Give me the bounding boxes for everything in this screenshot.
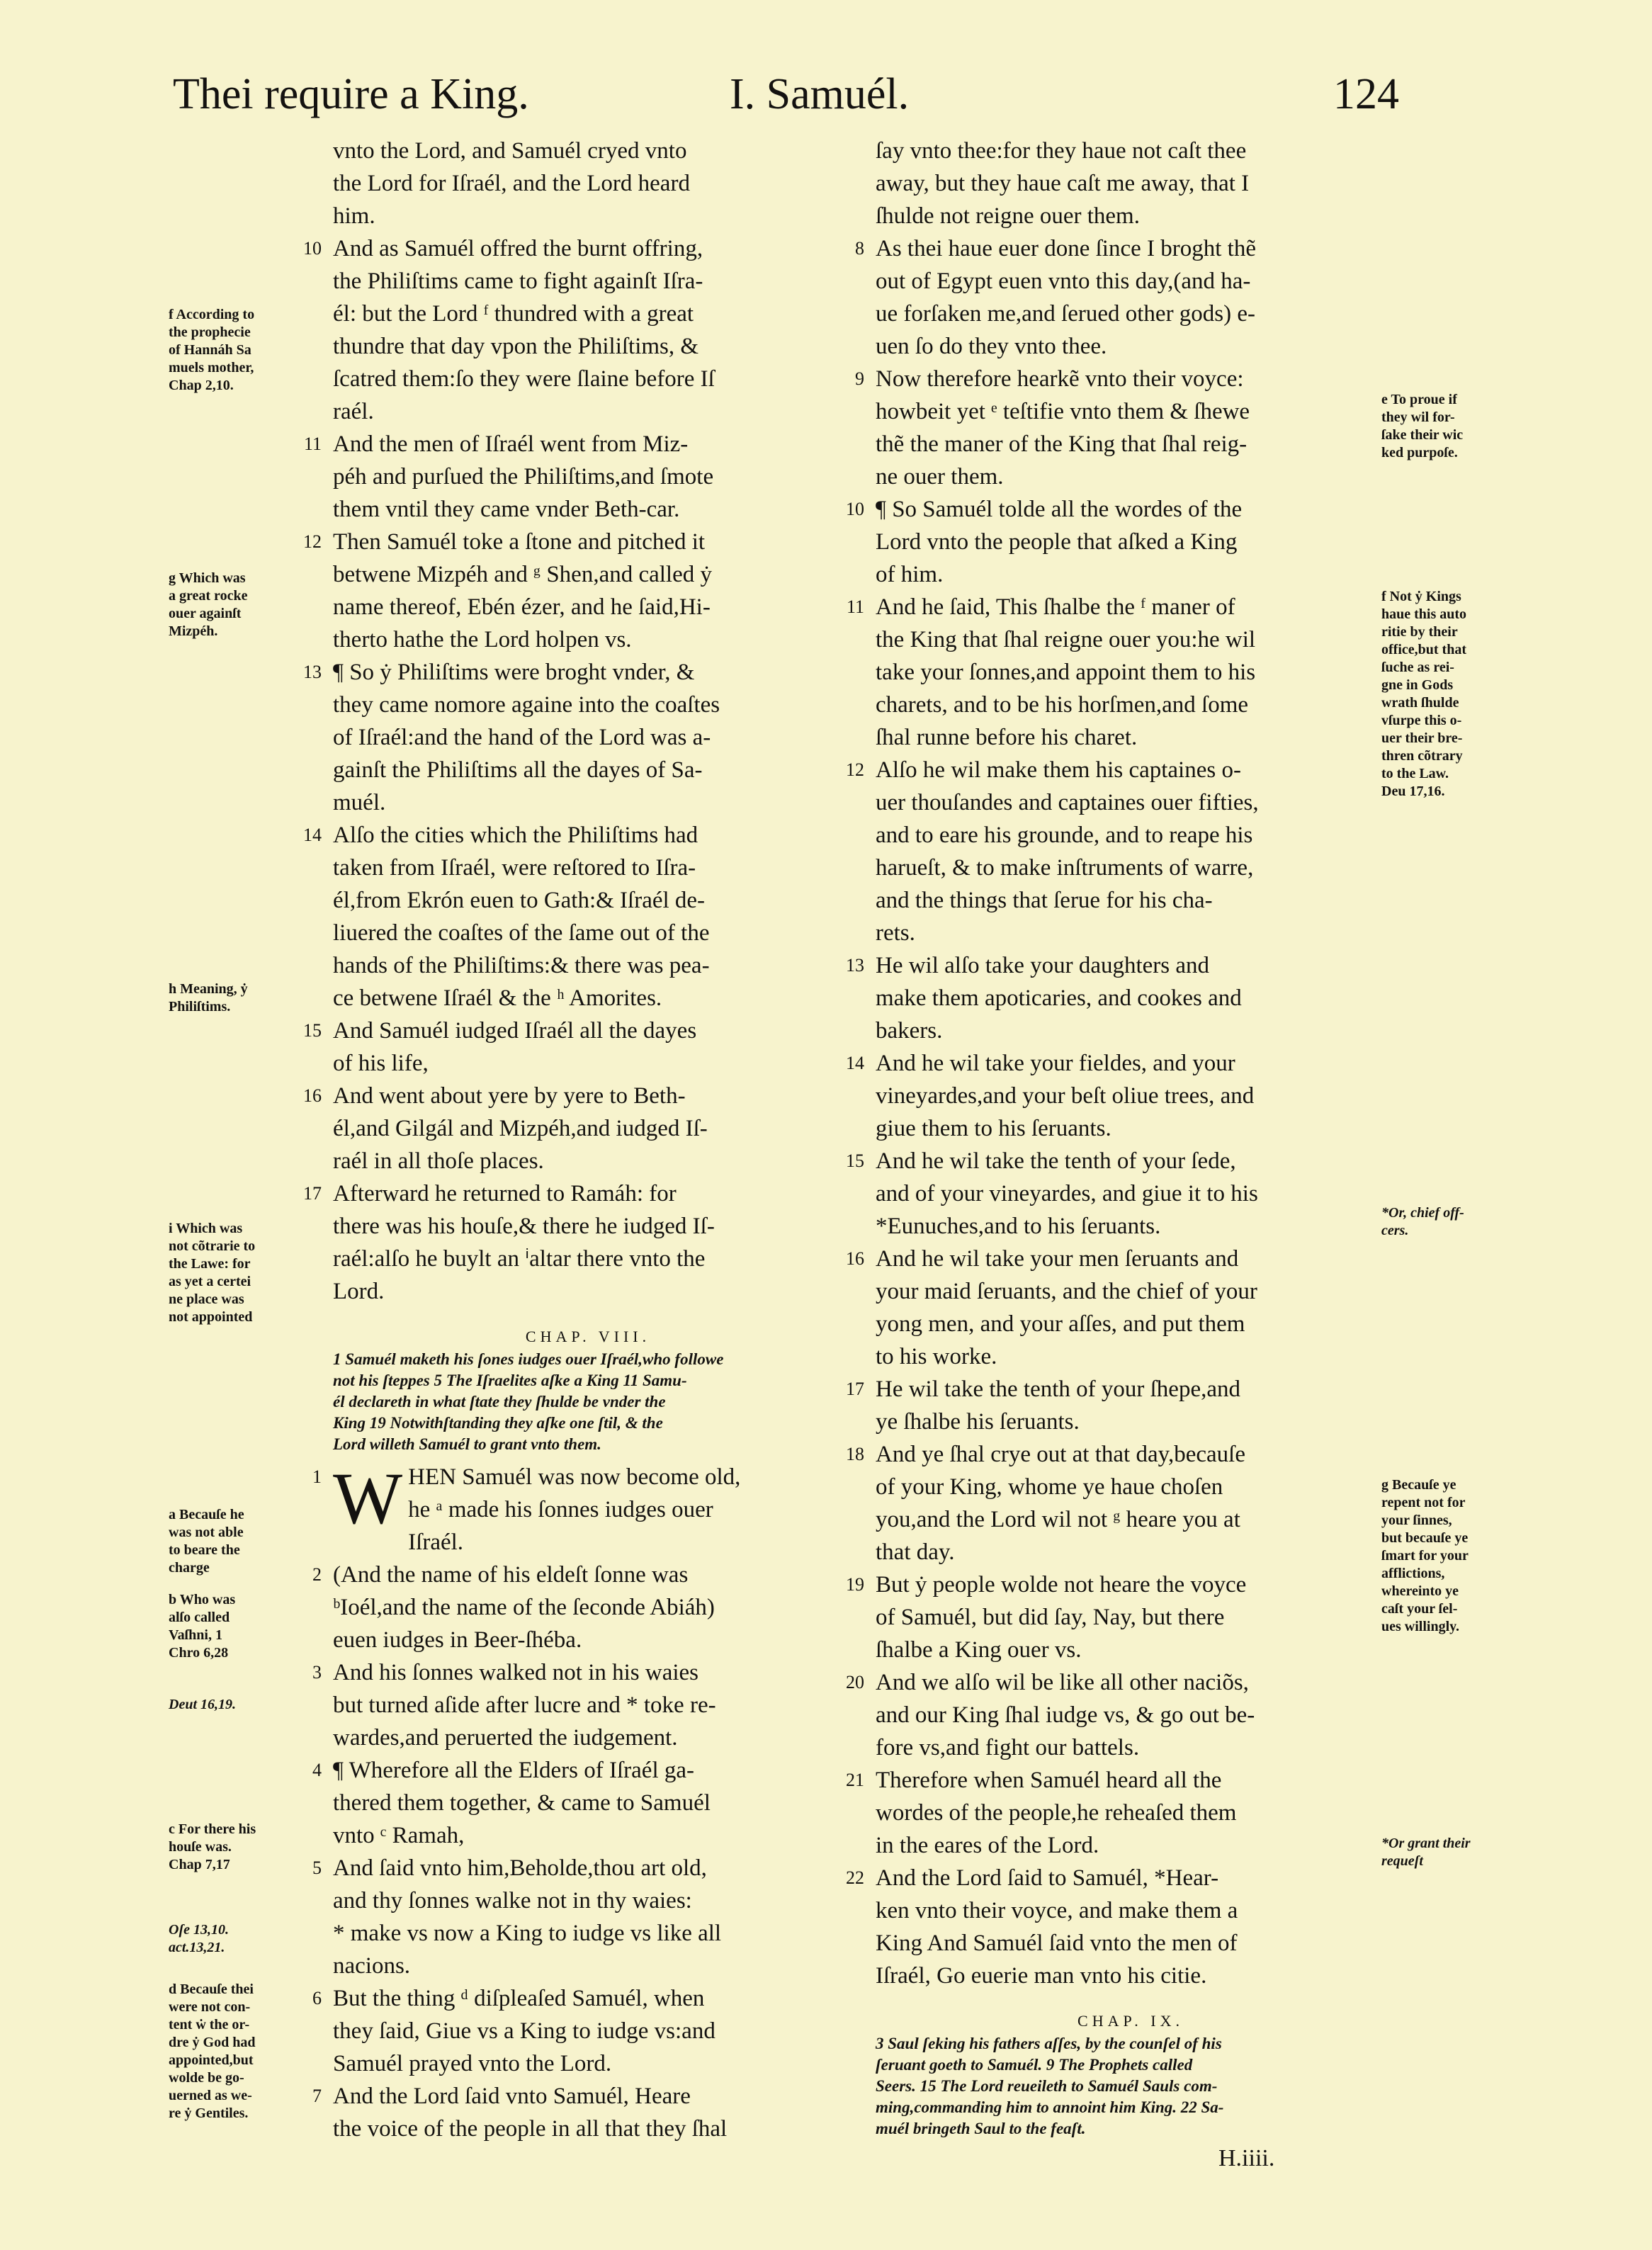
verse-text: gainſt the Philiſtims all the dayes of Sa- [333, 757, 703, 783]
verse-text: of Iſraél:and the hand of the Lord was a- [333, 725, 711, 750]
verse-text: raél. [333, 399, 374, 424]
chapter-8-lines [312, 1526, 843, 2145]
verse-line [846, 1764, 1386, 1797]
verse-number: 16 [846, 1248, 864, 1269]
verse-number: 19 [846, 1574, 864, 1595]
verse-line [876, 1829, 1386, 1862]
verse-text: And ſaid vnto him,Beholde,thou art old, [333, 1855, 707, 1881]
verse-line [846, 591, 1386, 623]
verse-text: and our King ſhal iudge vs, & go out be- [876, 1702, 1255, 1728]
verse-text: And the men of Iſraél went from Miz- [333, 431, 689, 457]
verse-text: of his life, [333, 1051, 429, 1076]
verse-line [846, 493, 1386, 526]
verse-number: 12 [303, 531, 322, 552]
verse-line [333, 2047, 843, 2080]
chapter-8-heading: CHAP. VIII. [525, 1328, 651, 1345]
verse-line [303, 819, 843, 852]
verse-number: 16 [303, 1085, 322, 1106]
verse-number: 14 [303, 825, 322, 845]
verse-line [876, 1471, 1386, 1503]
verse-text: And he wil take the tenth of your ſede, [876, 1148, 1236, 1174]
verse-line [333, 2113, 843, 2145]
verse-number: 22 [846, 1867, 864, 1888]
verse-line [876, 1699, 1386, 1731]
verse-text: And he wil take your fieldes, and your [876, 1051, 1235, 1076]
verse-text: and of your vineyardes, and giue it to his [876, 1181, 1258, 1206]
chapter-8-first-lines [312, 1461, 843, 1526]
verse-line [333, 1493, 843, 1526]
verse-line [846, 1666, 1386, 1699]
verse-line [876, 656, 1386, 689]
verse-line [846, 1862, 1386, 1894]
chapter-summary-line: ſeruant goeth to Samuél. 9 The Prophets called [876, 2056, 1193, 2074]
verse-line [876, 200, 1386, 232]
verse-text: But the thing ᵈ diſpleaſed Samuél, when [333, 1986, 705, 2011]
verse-text: him. [333, 203, 375, 229]
verse-text: name thereof, Ebén ézer, and he ſaid,Hi- [333, 594, 711, 620]
verse-text: raél:alſo he buylt an ⁱaltar there vnto the [333, 1246, 706, 1272]
verse-line [312, 1559, 843, 1591]
verse-line [303, 232, 843, 265]
verse-number: 3 [312, 1662, 322, 1683]
left-column-lines [303, 135, 843, 1308]
verse-text: to his worke. [876, 1344, 997, 1369]
signature-mark: H.iiii. [1218, 2145, 1275, 2171]
verse-text: Afterward he returned to Ramáh: for [333, 1181, 677, 1206]
verse-line [876, 1112, 1386, 1145]
verse-number: 5 [312, 1858, 322, 1878]
verse-text: Then Samuél toke a ſtone and pitched it [333, 529, 706, 555]
verse-number: 18 [846, 1444, 864, 1464]
verse-number: 2 [312, 1564, 322, 1585]
verse-text: As thei haue euer done ſince I broght thẽ [876, 236, 1256, 261]
verse-line [876, 1308, 1386, 1340]
verse-line [876, 1406, 1386, 1438]
chapter-summary-line: ming,commanding him to annoint him King. 22 Sa- [876, 2098, 1224, 2116]
verse-text: HEN Samuél was now become old, [408, 1464, 741, 1490]
verse-text: vnto the Lord, and Samuél cryed vnto [333, 138, 687, 164]
verse-text: yong men, and your aſſes, and put them [876, 1311, 1245, 1337]
verse-line [312, 1852, 843, 1884]
verse-text: ᵇIoél,and the name of the ſeconde Abiáh) [333, 1595, 715, 1620]
verse-line [876, 1894, 1386, 1927]
chapter-summary-line: muél bringeth Saul to the feaſt. [876, 2120, 1086, 2137]
verse-line [333, 1047, 843, 1080]
verse-line [312, 2080, 843, 2113]
verse-line [846, 1243, 1386, 1275]
verse-text: Lord. [333, 1279, 385, 1304]
verse-number: 10 [303, 238, 322, 259]
verse-number: 20 [846, 1672, 864, 1692]
verse-line [876, 884, 1386, 917]
verse-number: 8 [855, 238, 864, 259]
verse-line [876, 852, 1386, 884]
chapter-summary-line: not his ſteppes 5 The Iſraelites aſke a King 11 Samu- [333, 1372, 687, 1389]
drop-cap: W [333, 1458, 403, 1539]
verse-text: take your ſonnes,and appoint them to his [876, 660, 1256, 685]
verse-text: ſhalbe a King ouer vs. [876, 1637, 1082, 1663]
verse-text: ne ouer them. [876, 464, 1004, 490]
verse-line [312, 1656, 843, 1689]
verse-line [876, 689, 1386, 721]
left-note-f: f According to the prophecie of Hannáh Sa muels mother, Chap 2,10. [169, 307, 255, 393]
verse-text: away, but they haue caſt me away, that I [876, 171, 1250, 196]
verse-line [876, 1275, 1386, 1308]
verse-line [876, 721, 1386, 754]
verse-text: ſhulde not reigne ouer them. [876, 203, 1140, 229]
verse-text: And ye ſhal crye out at that day,becauſe [876, 1442, 1245, 1467]
verse-text: ¶ So ẏ Philiſtims were broght vnder, & [333, 660, 695, 685]
verse-line [846, 1568, 1386, 1601]
chapter-summary-line: Lord willeth Samuél to grant vnto them. [333, 1435, 601, 1453]
verse-number: 6 [312, 1988, 322, 2008]
verse-number: 13 [303, 662, 322, 682]
verse-number: 12 [846, 759, 864, 780]
verse-text: Samuél prayed vnto the Lord. [333, 2051, 612, 2076]
verse-line [876, 1960, 1386, 1992]
verse-text: wordes of the people,he reheaſed them [876, 1800, 1237, 1826]
verse-text: uer thouſandes and captaines ouer fifties, [876, 790, 1259, 815]
verse-text: nacions. [333, 1953, 411, 1979]
chapter-summary-line: él declareth in what ſtate they ſhulde be vnder the [333, 1393, 666, 1411]
verse-text: harueſt, & to make inſtruments of warre, [876, 855, 1254, 881]
verse-text: of your King, whome ye haue choſen [876, 1474, 1223, 1500]
verse-line [333, 558, 843, 591]
verse-text: and thy ſonnes walke not in thy waies: [333, 1888, 692, 1913]
verse-text: you,and the Lord wil not ᵍ heare you at [876, 1507, 1240, 1532]
verse-text: out of Egypt euen vnto this day,(and ha- [876, 268, 1251, 294]
verse-line [333, 167, 843, 200]
verse-line [333, 1787, 843, 1819]
verse-line [333, 1210, 843, 1243]
verse-line [846, 1047, 1386, 1080]
verse-line [333, 1275, 843, 1308]
verse-line [846, 1438, 1386, 1471]
verse-text: he ᵃ made his ſonnes iudges ouer [408, 1497, 713, 1522]
verse-line [333, 265, 843, 298]
verse-text: él,and Gilgál and Mizpéh,and iudged Iſ- [333, 1116, 708, 1141]
verse-line [876, 623, 1386, 656]
verse-line [303, 428, 843, 460]
verse-line [333, 852, 843, 884]
verse-line [876, 395, 1386, 428]
left-note-i: i Which was not cõtrarie to the Lawe: for as yet a certei ne place was not appointed [169, 1221, 256, 1325]
verse-text: thẽ the maner of the King that ſhal reig- [876, 431, 1248, 457]
verse-line [876, 1080, 1386, 1112]
verse-line [876, 1601, 1386, 1634]
verse-line [846, 1145, 1386, 1177]
chapter-summary-line: 1 Samuél maketh his ſones iudges ouer Iſraél,who followe [333, 1350, 724, 1368]
verse-text: hands of the Philiſtims:& there was pea- [333, 953, 710, 978]
chapter-summary-line: King 19 Notwithſtanding they aſke one ſtil, & the [333, 1414, 663, 1432]
left-note-d: d Becauſe thei were not con- tent ẇ the or- dre ẏ God had appointed,but wolde be go- uerned as we- re ẏ Gentiles. [169, 1982, 256, 2121]
verse-text: them vntil they came vnder Beth-car. [333, 497, 680, 522]
verse-number: 17 [303, 1183, 322, 1204]
left-note-a: a Becauſe he was not able to beare the charge [169, 1507, 244, 1576]
verse-text: He wil take the tenth of your ſhepe,and [876, 1376, 1240, 1402]
verse-text: that day. [876, 1539, 955, 1565]
verse-text: Alſo the cities which the Philiſtims had [333, 822, 698, 848]
verse-text: make them apoticaries, and cookes and [876, 985, 1242, 1011]
verse-line [333, 330, 843, 363]
verse-line [876, 819, 1386, 852]
verse-line [876, 1340, 1386, 1373]
running-title: Thei require a King. [173, 70, 529, 118]
verse-line [333, 982, 843, 1014]
verse-text: but turned aſide after lucre and * toke re- [333, 1692, 716, 1718]
verse-line [333, 623, 843, 656]
verse-line [876, 298, 1386, 330]
verse-line [333, 1243, 843, 1275]
verse-line [333, 786, 843, 819]
chapter-9-heading: CHAP. IX. [1077, 2012, 1184, 2030]
verse-line [876, 1503, 1386, 1536]
verse-line [333, 1950, 843, 1982]
verse-line [876, 265, 1386, 298]
verse-number: 17 [846, 1379, 864, 1399]
verse-text: the Philiſtims came to fight againſt Iſra- [333, 268, 703, 294]
left-note-ose: Oſe 13,10. act.13,21. [169, 1922, 229, 1955]
right-note-or-grant: *Or grant their requeſt [1381, 1836, 1471, 1869]
verse-line [333, 363, 843, 395]
verse-text: ken vnto their voyce, and make them a [876, 1898, 1238, 1923]
verse-text: thundre that day vpon the Philiſtims, & [333, 334, 699, 359]
verse-number: 11 [303, 434, 322, 454]
chapter-summary-line: Seers. 15 The Lord reueileth to Samuél Sauls com- [876, 2077, 1218, 2095]
verse-line [333, 1917, 843, 1950]
verse-line [876, 982, 1386, 1014]
verse-text: raél in all thoſe places. [333, 1148, 544, 1174]
verse-number: 21 [846, 1770, 864, 1790]
verse-number: 4 [312, 1760, 322, 1780]
verse-text: Iſraél, Go euerie man vnto his citie. [876, 1963, 1207, 1989]
verse-text: He wil alſo take your daughters and [876, 953, 1210, 978]
verse-text: of him. [876, 562, 944, 587]
verse-line [333, 1819, 843, 1852]
verse-line [333, 1112, 843, 1145]
verse-line [312, 1461, 843, 1493]
left-note-c: c For there his houſe was. Chap 7,17 [169, 1821, 256, 1872]
verse-text: wardes,and peruerted the iudgement. [333, 1725, 678, 1751]
right-column-lines [846, 135, 1386, 1992]
verse-text: And he wil take your men ſeruants and [876, 1246, 1239, 1272]
right-note-or-officers: *Or, chief off- cers. [1381, 1205, 1464, 1238]
chapter-9-summary [876, 2033, 1386, 2139]
verse-number: 14 [846, 1053, 864, 1073]
verse-text: ¶ So Samuél tolde all the wordes of the [876, 497, 1243, 522]
verse-line [333, 200, 843, 232]
verse-text: And Samuél iudged Iſraél all the dayes [333, 1018, 697, 1044]
verse-text: ue forſaken me,and ſerued other gods) e- [876, 301, 1256, 327]
verse-line [876, 135, 1386, 167]
verse-line [876, 460, 1386, 493]
verse-text: and to eare his grounde, and to reape his [876, 822, 1253, 848]
verse-text: Lord vnto the people that aſked a King [876, 529, 1238, 555]
verse-number: 1 [312, 1466, 322, 1487]
verse-number: 13 [846, 955, 864, 976]
verse-line [876, 1797, 1386, 1829]
verse-line [303, 1014, 843, 1047]
verse-line [333, 1145, 843, 1177]
verse-text: the voice of the people in all that they ſhal [333, 2116, 728, 2142]
verse-number: 15 [303, 1020, 322, 1041]
verse-text: betwene Mizpéh and ᵍ Shen,and called ẏ [333, 562, 712, 587]
verse-line [333, 135, 843, 167]
left-note-g: g Which was a great rocke ouer againſt Mizpéh. [169, 570, 248, 639]
verse-text: ſhal runne before his charet. [876, 725, 1138, 750]
verse-number: 15 [846, 1151, 864, 1171]
verse-line [876, 1927, 1386, 1960]
verse-line [876, 526, 1386, 558]
verse-text: ¶ Wherefore all the Elders of Iſraél ga- [333, 1758, 695, 1783]
verse-text: *Eunuches,and to his ſeruants. [876, 1214, 1161, 1239]
verse-text: therto hathe the Lord holpen vs. [333, 627, 632, 652]
verse-text: fore vs,and fight our battels. [876, 1735, 1140, 1760]
verse-line [333, 689, 843, 721]
verse-text: And as Samuél offred the burnt offring, [333, 236, 703, 261]
left-column [303, 135, 843, 2145]
verse-line [333, 591, 843, 623]
verse-text: And we alſo wil be like all other naciõs, [876, 1670, 1249, 1695]
verse-text: giue them to his ſeruants. [876, 1116, 1111, 1141]
verse-number: 11 [846, 597, 864, 617]
verse-text: in the eares of the Lord. [876, 1833, 1099, 1858]
verse-text: vineyardes,and your beſt oliue trees, and [876, 1083, 1255, 1109]
verse-text: ſcatred them:ſo they were ſlaine before Iſ [333, 366, 715, 392]
verse-line [333, 1722, 843, 1754]
verse-text: rets. [876, 920, 915, 946]
verse-line [333, 460, 843, 493]
verse-line [846, 754, 1386, 786]
verse-line [333, 1591, 843, 1624]
verse-line [876, 330, 1386, 363]
verse-text: vnto ᶜ Ramah, [333, 1823, 465, 1848]
verse-line [876, 428, 1386, 460]
verse-number: 7 [312, 2086, 322, 2106]
chapter-8-summary [333, 1349, 843, 1455]
verse-text: muél. [333, 790, 386, 815]
verse-text: And his ſonnes walked not in his waies [333, 1660, 699, 1685]
verse-text: the Lord for Iſraél, and the Lord heard [333, 171, 690, 196]
verse-text: thered them together, & came to Samuél [333, 1790, 711, 1816]
right-column [846, 135, 1386, 2139]
verse-line [876, 1210, 1386, 1243]
verse-text: él,from Ekrón euen to Gath:& Iſraél de- [333, 888, 706, 913]
verse-text: ye ſhalbe his ſeruants. [876, 1409, 1080, 1435]
chapter-8-opening [312, 1458, 843, 1539]
right-note-f: f Not ẏ Kings haue this auto ritie by their office,but that ſuche as rei- gne in Gods wrath ſhulde vſurpe this o- uer their bre- thren cõtrary to the Law. Deu 17,16. [1381, 589, 1467, 799]
verse-line [876, 167, 1386, 200]
verse-text: liuered the coaſtes of the ſame out of the [333, 920, 710, 946]
verse-line [333, 395, 843, 428]
right-note-g: g Becauſe ye repent not for your ſinnes, but becauſe ye ſmart for your afflictions, whereinto ye caſt your ſel- ues willingly. [1381, 1477, 1469, 1634]
verse-text: But ẏ people wolde not heare the voyce [876, 1572, 1247, 1598]
verse-text: bakers. [876, 1018, 943, 1044]
verse-line [855, 232, 1386, 265]
verse-line [303, 1080, 843, 1112]
verse-line [333, 884, 843, 917]
verse-line [333, 2015, 843, 2047]
verse-text: Iſraél. [408, 1530, 464, 1555]
verse-line [303, 526, 843, 558]
verse-text: ſay vnto thee:for they haue not caſt thee [876, 138, 1247, 164]
verse-text: euen iudges in Beer-ſhéba. [333, 1627, 582, 1653]
verse-text: Therefore when Samuél heard all the [876, 1768, 1222, 1793]
verse-text: And the Lord ſaid vnto Samuél, Heare [333, 2084, 691, 2109]
right-note-e: e To proue if they wil for- ſake their wic ked purpoſe. [1381, 392, 1464, 460]
verse-line [876, 1014, 1386, 1047]
verse-line [333, 1884, 843, 1917]
verse-text: él: but the Lord ᶠ thundred with a great [333, 301, 694, 327]
verse-text: charets, and to be his horſmen,and ſome [876, 692, 1249, 718]
verse-line [855, 363, 1386, 395]
verse-line [333, 721, 843, 754]
verse-number: 10 [846, 499, 864, 519]
verse-line [333, 949, 843, 982]
verse-text: ce betwene Iſraél & the ʰ Amorites. [333, 985, 662, 1011]
verse-text: And he ſaid, This ſhalbe the ᶠ maner of [876, 594, 1235, 620]
verse-text: there was his houſe,& there he iudged Iſ- [333, 1214, 715, 1239]
book-title: I. Samuél. [730, 70, 910, 118]
folio-number: 124 [1333, 70, 1399, 118]
verse-text: and the things that ſerue for his cha- [876, 888, 1213, 913]
verse-text: uen ſo do they vnto thee. [876, 334, 1107, 359]
verse-line [876, 1731, 1386, 1764]
verse-number: 9 [855, 368, 864, 389]
verse-text: Alſo he wil make them his captaines o- [876, 757, 1241, 783]
verse-text: Now therefore hearkẽ vnto their voyce: [876, 366, 1244, 392]
verse-line [333, 298, 843, 330]
verse-line [303, 656, 843, 689]
left-note-b: b Who was alſo called Vaſhni, 1 Chro 6,28 [169, 1592, 236, 1661]
verse-text: péh and purſued the Philiſtims,and ſmote [333, 464, 714, 490]
verse-text: King And Samuél ſaid vnto the men of [876, 1930, 1238, 1956]
verse-text: the King that ſhal reigne ouer you:he wil [876, 627, 1256, 652]
verse-line [876, 1177, 1386, 1210]
verse-line [312, 1754, 843, 1787]
verse-text: they came nomore againe into the coaſtes [333, 692, 720, 718]
verse-line [303, 1177, 843, 1210]
verse-text: And went about yere by yere to Beth- [333, 1083, 686, 1109]
verse-line [846, 1373, 1386, 1406]
verse-text: * make vs now a King to iudge vs like all [333, 1921, 722, 1946]
verse-line [876, 917, 1386, 949]
left-note-h: h Meaning, ẏ Philiſtims. [169, 981, 248, 1014]
verse-line [876, 558, 1386, 591]
verse-line [333, 1624, 843, 1656]
verse-line [333, 917, 843, 949]
verse-line [846, 949, 1386, 982]
verse-line [333, 754, 843, 786]
verse-line [333, 493, 843, 526]
left-note-deut: Deut 16,19. [169, 1697, 236, 1712]
verse-text: (And the name of his eldeſt ſonne was [333, 1562, 689, 1588]
verse-line [876, 786, 1386, 819]
verse-text: your maid ſeruants, and the chief of your [876, 1279, 1257, 1304]
verse-line [312, 1982, 843, 2015]
verse-text: howbeit yet ᵉ teſtifie vnto them & ſhewe [876, 399, 1250, 424]
verse-line [876, 1536, 1386, 1568]
chapter-summary-line: 3 Saul ſeking his fathers aſſes, by the counſel of his [876, 2035, 1222, 2052]
verse-line [876, 1634, 1386, 1666]
verse-text: taken from Iſraél, were reſtored to Iſra- [333, 855, 696, 881]
verse-text: of Samuél, but did ſay, Nay, but there [876, 1605, 1225, 1630]
verse-line [333, 1526, 843, 1559]
verse-line [333, 1689, 843, 1722]
verse-text: And the Lord ſaid to Samuél, *Hear- [876, 1865, 1219, 1891]
verse-text: they ſaid, Giue vs a King to iudge vs:and [333, 2018, 715, 2044]
